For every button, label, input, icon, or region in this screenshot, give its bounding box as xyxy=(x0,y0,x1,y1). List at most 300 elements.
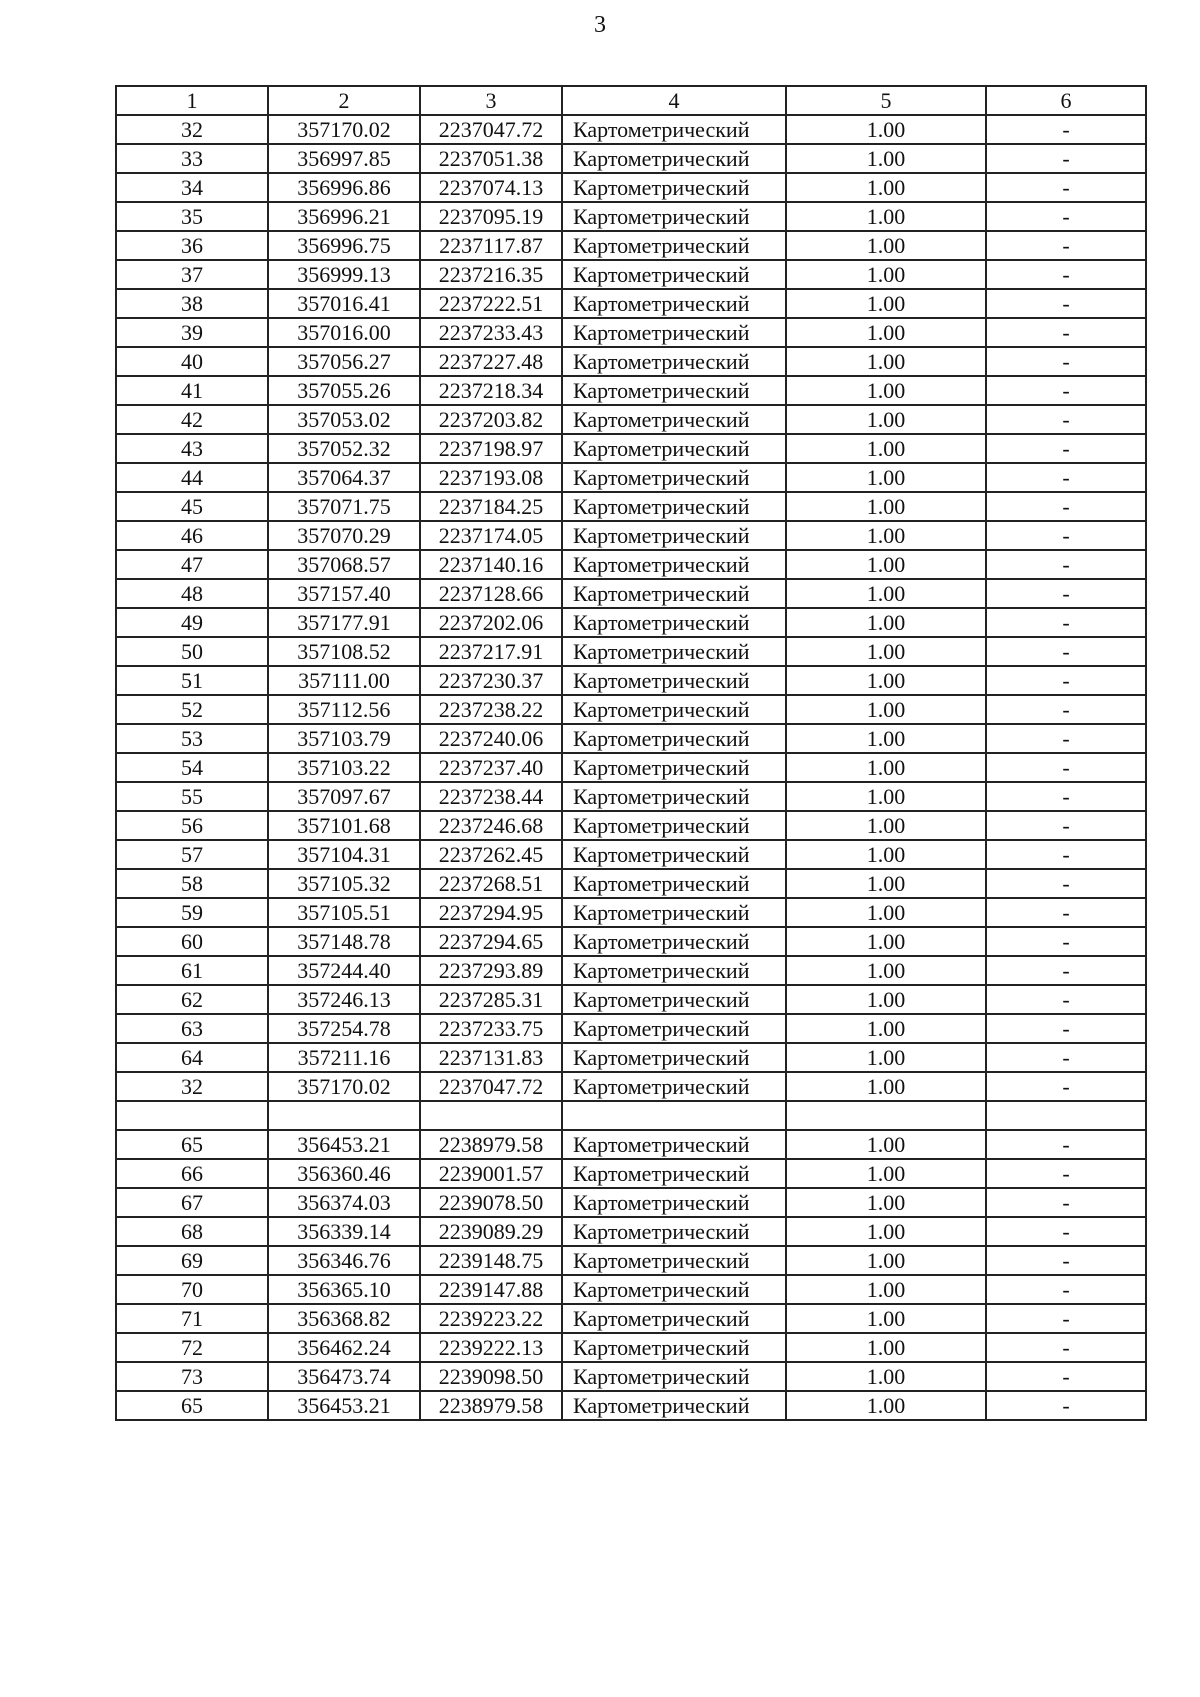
accuracy-cell: 1.00 xyxy=(786,1275,986,1304)
point-number-cell: 48 xyxy=(116,579,268,608)
x-coordinate-cell: 356473.74 xyxy=(268,1362,420,1391)
note-cell: - xyxy=(986,927,1146,956)
note-cell: - xyxy=(986,1043,1146,1072)
x-coordinate-cell: 356996.75 xyxy=(268,231,420,260)
y-coordinate-cell: 2237237.40 xyxy=(420,753,562,782)
method-cell: Картометрический xyxy=(562,579,786,608)
table-row xyxy=(116,1246,1146,1275)
accuracy-cell xyxy=(786,1101,986,1130)
y-coordinate-cell: 2239089.29 xyxy=(420,1217,562,1246)
x-coordinate-cell: 357068.57 xyxy=(268,550,420,579)
accuracy-cell: 1.00 xyxy=(786,289,986,318)
table-row xyxy=(116,521,1146,550)
note-cell: - xyxy=(986,318,1146,347)
table-row xyxy=(116,666,1146,695)
note-cell: - xyxy=(986,1391,1146,1420)
accuracy-cell: 1.00 xyxy=(786,840,986,869)
accuracy-cell: 1.00 xyxy=(786,927,986,956)
note-cell: - xyxy=(986,579,1146,608)
accuracy-cell: 1.00 xyxy=(786,173,986,202)
y-coordinate-cell: 2237128.66 xyxy=(420,579,562,608)
header-cell-2: 2 xyxy=(268,86,420,115)
point-number-cell: 41 xyxy=(116,376,268,405)
x-coordinate-cell: 357016.00 xyxy=(268,318,420,347)
y-coordinate-cell: 2237230.37 xyxy=(420,666,562,695)
table-row xyxy=(116,985,1146,1014)
y-coordinate-cell: 2239001.57 xyxy=(420,1159,562,1188)
x-coordinate-cell: 356368.82 xyxy=(268,1304,420,1333)
table-row xyxy=(116,289,1146,318)
table-row xyxy=(116,173,1146,202)
method-cell: Картометрический xyxy=(562,1333,786,1362)
point-number-cell: 32 xyxy=(116,115,268,144)
y-coordinate-cell: 2237222.51 xyxy=(420,289,562,318)
y-coordinate-cell: 2237051.38 xyxy=(420,144,562,173)
method-cell: Картометрический xyxy=(562,202,786,231)
note-cell: - xyxy=(986,869,1146,898)
note-cell: - xyxy=(986,782,1146,811)
table-row xyxy=(116,1043,1146,1072)
table-row xyxy=(116,434,1146,463)
x-coordinate-cell: 356453.21 xyxy=(268,1130,420,1159)
table-row xyxy=(116,231,1146,260)
x-coordinate-cell: 356339.14 xyxy=(268,1217,420,1246)
y-coordinate-cell xyxy=(420,1101,562,1130)
method-cell: Картометрический xyxy=(562,260,786,289)
table-row xyxy=(116,1130,1146,1159)
y-coordinate-cell: 2237227.48 xyxy=(420,347,562,376)
point-number-cell: 66 xyxy=(116,1159,268,1188)
accuracy-cell: 1.00 xyxy=(786,405,986,434)
accuracy-cell: 1.00 xyxy=(786,666,986,695)
table-row xyxy=(116,840,1146,869)
table-row xyxy=(116,782,1146,811)
method-cell: Картометрический xyxy=(562,1159,786,1188)
table-row xyxy=(116,1275,1146,1304)
note-cell: - xyxy=(986,840,1146,869)
note-cell: - xyxy=(986,1333,1146,1362)
point-number-cell: 51 xyxy=(116,666,268,695)
x-coordinate-cell: 357052.32 xyxy=(268,434,420,463)
note-cell: - xyxy=(986,550,1146,579)
note-cell: - xyxy=(986,753,1146,782)
note-cell: - xyxy=(986,347,1146,376)
method-cell: Картометрический xyxy=(562,1130,786,1159)
table-row xyxy=(116,927,1146,956)
note-cell: - xyxy=(986,1072,1146,1101)
accuracy-cell: 1.00 xyxy=(786,1246,986,1275)
point-number-cell: 35 xyxy=(116,202,268,231)
table-row xyxy=(116,115,1146,144)
x-coordinate-cell: 357254.78 xyxy=(268,1014,420,1043)
y-coordinate-cell: 2237202.06 xyxy=(420,608,562,637)
header-cell-3: 3 xyxy=(420,86,562,115)
y-coordinate-cell: 2237140.16 xyxy=(420,550,562,579)
note-cell: - xyxy=(986,231,1146,260)
note-cell: - xyxy=(986,1188,1146,1217)
x-coordinate-cell: 357103.22 xyxy=(268,753,420,782)
y-coordinate-cell: 2237074.13 xyxy=(420,173,562,202)
header-row xyxy=(116,86,1146,115)
point-number-cell: 38 xyxy=(116,289,268,318)
table-row xyxy=(116,579,1146,608)
x-coordinate-cell: 357070.29 xyxy=(268,521,420,550)
method-cell: Картометрический xyxy=(562,405,786,434)
coordinates-table xyxy=(115,85,1147,1421)
method-cell: Картометрический xyxy=(562,608,786,637)
y-coordinate-cell: 2237193.08 xyxy=(420,463,562,492)
note-cell: - xyxy=(986,1275,1146,1304)
note-cell: - xyxy=(986,434,1146,463)
note-cell: - xyxy=(986,260,1146,289)
method-cell: Картометрический xyxy=(562,550,786,579)
point-number-cell: 47 xyxy=(116,550,268,579)
y-coordinate-cell: 2237218.34 xyxy=(420,376,562,405)
y-coordinate-cell: 2238979.58 xyxy=(420,1391,562,1420)
accuracy-cell: 1.00 xyxy=(786,1043,986,1072)
point-number-cell: 45 xyxy=(116,492,268,521)
accuracy-cell: 1.00 xyxy=(786,115,986,144)
accuracy-cell: 1.00 xyxy=(786,144,986,173)
table-row xyxy=(116,347,1146,376)
y-coordinate-cell: 2237198.97 xyxy=(420,434,562,463)
point-number-cell: 62 xyxy=(116,985,268,1014)
method-cell: Картометрический xyxy=(562,1072,786,1101)
y-coordinate-cell: 2239148.75 xyxy=(420,1246,562,1275)
table-row xyxy=(116,753,1146,782)
header-cell-6: 6 xyxy=(986,86,1146,115)
point-number-cell: 65 xyxy=(116,1130,268,1159)
method-cell: Картометрический xyxy=(562,840,786,869)
x-coordinate-cell: 356462.24 xyxy=(268,1333,420,1362)
x-coordinate-cell: 357177.91 xyxy=(268,608,420,637)
table-row xyxy=(116,550,1146,579)
table-row xyxy=(116,144,1146,173)
point-number-cell: 60 xyxy=(116,927,268,956)
accuracy-cell: 1.00 xyxy=(786,869,986,898)
point-number-cell: 37 xyxy=(116,260,268,289)
method-cell: Картометрический xyxy=(562,521,786,550)
point-number-cell: 43 xyxy=(116,434,268,463)
point-number-cell: 58 xyxy=(116,869,268,898)
note-cell: - xyxy=(986,666,1146,695)
accuracy-cell: 1.00 xyxy=(786,608,986,637)
note-cell: - xyxy=(986,202,1146,231)
table-row xyxy=(116,318,1146,347)
y-coordinate-cell: 2239147.88 xyxy=(420,1275,562,1304)
note-cell: - xyxy=(986,637,1146,666)
note-cell: - xyxy=(986,173,1146,202)
y-coordinate-cell: 2237184.25 xyxy=(420,492,562,521)
x-coordinate-cell: 357105.51 xyxy=(268,898,420,927)
note-cell xyxy=(986,1101,1146,1130)
method-cell: Картометрический xyxy=(562,1246,786,1275)
y-coordinate-cell: 2237233.43 xyxy=(420,318,562,347)
x-coordinate-cell: 356346.76 xyxy=(268,1246,420,1275)
accuracy-cell: 1.00 xyxy=(786,521,986,550)
method-cell: Картометрический xyxy=(562,811,786,840)
point-number-cell: 49 xyxy=(116,608,268,637)
point-number-cell: 59 xyxy=(116,898,268,927)
point-number-cell: 32 xyxy=(116,1072,268,1101)
method-cell: Картометрический xyxy=(562,492,786,521)
point-number-cell: 65 xyxy=(116,1391,268,1420)
accuracy-cell: 1.00 xyxy=(786,1304,986,1333)
header-cell-4: 4 xyxy=(562,86,786,115)
y-coordinate-cell: 2237216.35 xyxy=(420,260,562,289)
accuracy-cell: 1.00 xyxy=(786,1333,986,1362)
accuracy-cell: 1.00 xyxy=(786,1391,986,1420)
table-row xyxy=(116,637,1146,666)
method-cell: Картометрический xyxy=(562,115,786,144)
accuracy-cell: 1.00 xyxy=(786,1072,986,1101)
x-coordinate-cell: 357056.27 xyxy=(268,347,420,376)
y-coordinate-cell: 2237246.68 xyxy=(420,811,562,840)
x-coordinate-cell: 357101.68 xyxy=(268,811,420,840)
method-cell: Картометрический xyxy=(562,1304,786,1333)
x-coordinate-cell: 357071.75 xyxy=(268,492,420,521)
x-coordinate-cell: 357246.13 xyxy=(268,985,420,1014)
accuracy-cell: 1.00 xyxy=(786,1188,986,1217)
point-number-cell: 39 xyxy=(116,318,268,347)
note-cell: - xyxy=(986,1362,1146,1391)
method-cell: Картометрический xyxy=(562,144,786,173)
table-row xyxy=(116,492,1146,521)
y-coordinate-cell: 2239223.22 xyxy=(420,1304,562,1333)
accuracy-cell: 1.00 xyxy=(786,898,986,927)
point-number-cell: 50 xyxy=(116,637,268,666)
accuracy-cell: 1.00 xyxy=(786,550,986,579)
method-cell: Картометрический xyxy=(562,1217,786,1246)
note-cell: - xyxy=(986,1159,1146,1188)
accuracy-cell: 1.00 xyxy=(786,753,986,782)
point-number-cell: 64 xyxy=(116,1043,268,1072)
table-row xyxy=(116,1072,1146,1101)
table-row xyxy=(116,1101,1146,1130)
method-cell: Картометрический xyxy=(562,927,786,956)
y-coordinate-cell: 2239098.50 xyxy=(420,1362,562,1391)
header-cell-1: 1 xyxy=(116,86,268,115)
x-coordinate-cell: 357097.67 xyxy=(268,782,420,811)
accuracy-cell: 1.00 xyxy=(786,579,986,608)
y-coordinate-cell: 2237217.91 xyxy=(420,637,562,666)
x-coordinate-cell: 357170.02 xyxy=(268,115,420,144)
point-number-cell: 73 xyxy=(116,1362,268,1391)
x-coordinate-cell: 357148.78 xyxy=(268,927,420,956)
table-row xyxy=(116,1362,1146,1391)
note-cell: - xyxy=(986,463,1146,492)
y-coordinate-cell: 2237047.72 xyxy=(420,1072,562,1101)
accuracy-cell: 1.00 xyxy=(786,637,986,666)
point-number-cell: 71 xyxy=(116,1304,268,1333)
x-coordinate-cell: 357053.02 xyxy=(268,405,420,434)
x-coordinate-cell: 357211.16 xyxy=(268,1043,420,1072)
point-number-cell: 67 xyxy=(116,1188,268,1217)
accuracy-cell: 1.00 xyxy=(786,985,986,1014)
x-coordinate-cell: 357157.40 xyxy=(268,579,420,608)
x-coordinate-cell: 356997.85 xyxy=(268,144,420,173)
table-row xyxy=(116,1391,1146,1420)
point-number-cell: 55 xyxy=(116,782,268,811)
method-cell: Картометрический xyxy=(562,898,786,927)
point-number-cell: 68 xyxy=(116,1217,268,1246)
accuracy-cell: 1.00 xyxy=(786,492,986,521)
note-cell: - xyxy=(986,405,1146,434)
header-cell-5: 5 xyxy=(786,86,986,115)
point-number-cell: 70 xyxy=(116,1275,268,1304)
method-cell: Картометрический xyxy=(562,1391,786,1420)
table-row xyxy=(116,608,1146,637)
table-row xyxy=(116,202,1146,231)
y-coordinate-cell: 2237174.05 xyxy=(420,521,562,550)
point-number-cell: 69 xyxy=(116,1246,268,1275)
point-number-cell: 40 xyxy=(116,347,268,376)
table-row xyxy=(116,956,1146,985)
y-coordinate-cell: 2239078.50 xyxy=(420,1188,562,1217)
accuracy-cell: 1.00 xyxy=(786,1362,986,1391)
y-coordinate-cell: 2237095.19 xyxy=(420,202,562,231)
method-cell: Картометрический xyxy=(562,695,786,724)
x-coordinate-cell: 357108.52 xyxy=(268,637,420,666)
y-coordinate-cell: 2237268.51 xyxy=(420,869,562,898)
table-row xyxy=(116,405,1146,434)
method-cell: Картометрический xyxy=(562,318,786,347)
point-number-cell: 36 xyxy=(116,231,268,260)
method-cell: Картометрический xyxy=(562,666,786,695)
accuracy-cell: 1.00 xyxy=(786,782,986,811)
x-coordinate-cell: 357105.32 xyxy=(268,869,420,898)
table-row xyxy=(116,1333,1146,1362)
accuracy-cell: 1.00 xyxy=(786,376,986,405)
table-body xyxy=(116,115,1146,1420)
x-coordinate-cell: 356996.86 xyxy=(268,173,420,202)
accuracy-cell: 1.00 xyxy=(786,260,986,289)
method-cell: Картометрический xyxy=(562,231,786,260)
table-row xyxy=(116,463,1146,492)
note-cell: - xyxy=(986,521,1146,550)
note-cell: - xyxy=(986,956,1146,985)
accuracy-cell: 1.00 xyxy=(786,695,986,724)
method-cell: Картометрический xyxy=(562,1362,786,1391)
table-row xyxy=(116,1217,1146,1246)
y-coordinate-cell: 2237131.83 xyxy=(420,1043,562,1072)
x-coordinate-cell: 357170.02 xyxy=(268,1072,420,1101)
point-number-cell: 63 xyxy=(116,1014,268,1043)
x-coordinate-cell: 356360.46 xyxy=(268,1159,420,1188)
table-row xyxy=(116,1159,1146,1188)
x-coordinate-cell: 356996.21 xyxy=(268,202,420,231)
note-cell: - xyxy=(986,376,1146,405)
accuracy-cell: 1.00 xyxy=(786,1159,986,1188)
y-coordinate-cell: 2237285.31 xyxy=(420,985,562,1014)
accuracy-cell: 1.00 xyxy=(786,1130,986,1159)
accuracy-cell: 1.00 xyxy=(786,347,986,376)
point-number-cell xyxy=(116,1101,268,1130)
accuracy-cell: 1.00 xyxy=(786,202,986,231)
table-row xyxy=(116,869,1146,898)
y-coordinate-cell: 2237293.89 xyxy=(420,956,562,985)
method-cell: Картометрический xyxy=(562,463,786,492)
note-cell: - xyxy=(986,492,1146,521)
y-coordinate-cell: 2237294.65 xyxy=(420,927,562,956)
x-coordinate-cell: 357104.31 xyxy=(268,840,420,869)
x-coordinate-cell: 356453.21 xyxy=(268,1391,420,1420)
note-cell: - xyxy=(986,898,1146,927)
y-coordinate-cell: 2237238.22 xyxy=(420,695,562,724)
method-cell xyxy=(562,1101,786,1130)
method-cell: Картометрический xyxy=(562,985,786,1014)
note-cell: - xyxy=(986,724,1146,753)
accuracy-cell: 1.00 xyxy=(786,463,986,492)
accuracy-cell: 1.00 xyxy=(786,724,986,753)
y-coordinate-cell: 2237294.95 xyxy=(420,898,562,927)
y-coordinate-cell: 2237203.82 xyxy=(420,405,562,434)
method-cell: Картометрический xyxy=(562,289,786,318)
point-number-cell: 44 xyxy=(116,463,268,492)
x-coordinate-cell: 357111.00 xyxy=(268,666,420,695)
y-coordinate-cell: 2237238.44 xyxy=(420,782,562,811)
point-number-cell: 52 xyxy=(116,695,268,724)
note-cell: - xyxy=(986,811,1146,840)
note-cell: - xyxy=(986,695,1146,724)
method-cell: Картометрический xyxy=(562,869,786,898)
x-coordinate-cell: 357016.41 xyxy=(268,289,420,318)
point-number-cell: 53 xyxy=(116,724,268,753)
note-cell: - xyxy=(986,1217,1146,1246)
note-cell: - xyxy=(986,1130,1146,1159)
x-coordinate-cell: 356999.13 xyxy=(268,260,420,289)
method-cell: Картометрический xyxy=(562,753,786,782)
point-number-cell: 33 xyxy=(116,144,268,173)
note-cell: - xyxy=(986,608,1146,637)
table-row xyxy=(116,1014,1146,1043)
table-row xyxy=(116,898,1146,927)
y-coordinate-cell: 2239222.13 xyxy=(420,1333,562,1362)
x-coordinate-cell: 357103.79 xyxy=(268,724,420,753)
accuracy-cell: 1.00 xyxy=(786,956,986,985)
method-cell: Картометрический xyxy=(562,637,786,666)
note-cell: - xyxy=(986,1014,1146,1043)
accuracy-cell: 1.00 xyxy=(786,811,986,840)
point-number-cell: 72 xyxy=(116,1333,268,1362)
method-cell: Картометрический xyxy=(562,173,786,202)
y-coordinate-cell: 2237047.72 xyxy=(420,115,562,144)
point-number-cell: 61 xyxy=(116,956,268,985)
table-row xyxy=(116,811,1146,840)
x-coordinate-cell: 357064.37 xyxy=(268,463,420,492)
y-coordinate-cell: 2237233.75 xyxy=(420,1014,562,1043)
x-coordinate-cell: 357112.56 xyxy=(268,695,420,724)
accuracy-cell: 1.00 xyxy=(786,1217,986,1246)
x-coordinate-cell: 356365.10 xyxy=(268,1275,420,1304)
note-cell: - xyxy=(986,985,1146,1014)
table-row xyxy=(116,260,1146,289)
x-coordinate-cell: 356374.03 xyxy=(268,1188,420,1217)
method-cell: Картометрический xyxy=(562,1043,786,1072)
point-number-cell: 42 xyxy=(116,405,268,434)
table-row xyxy=(116,695,1146,724)
y-coordinate-cell: 2237240.06 xyxy=(420,724,562,753)
table-row xyxy=(116,724,1146,753)
point-number-cell: 57 xyxy=(116,840,268,869)
y-coordinate-cell: 2238979.58 xyxy=(420,1130,562,1159)
method-cell: Картометрический xyxy=(562,376,786,405)
method-cell: Картометрический xyxy=(562,434,786,463)
note-cell: - xyxy=(986,144,1146,173)
method-cell: Картометрический xyxy=(562,724,786,753)
y-coordinate-cell: 2237117.87 xyxy=(420,231,562,260)
y-coordinate-cell: 2237262.45 xyxy=(420,840,562,869)
